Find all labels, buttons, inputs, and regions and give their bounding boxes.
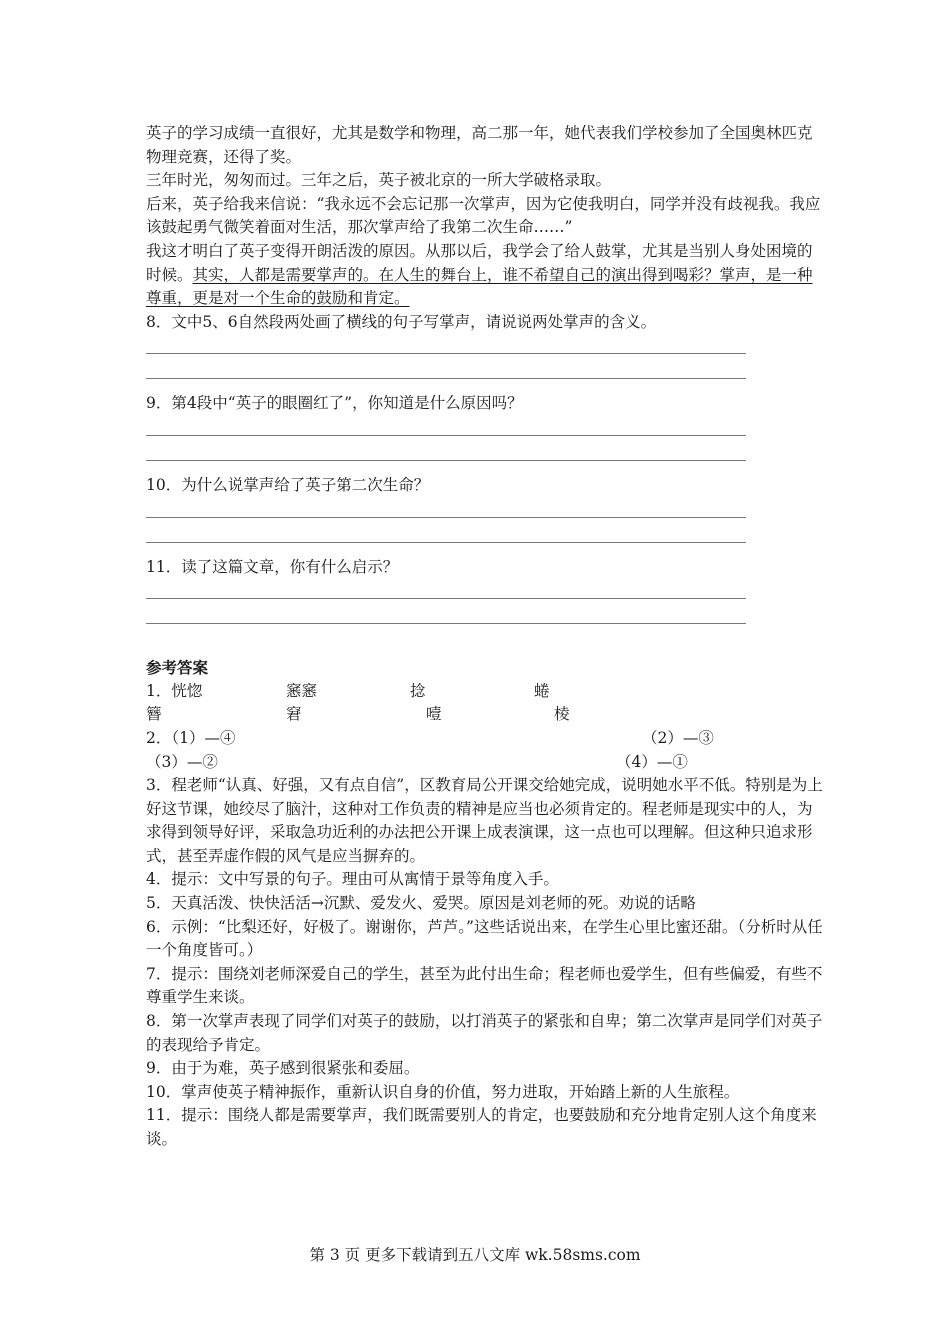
question-text: 11．读了这篇文章，你有什么启示？ (146, 557, 399, 576)
answer-match: 2．（1）—④ (146, 728, 236, 747)
passage-paragraph: 后来，英子给我来信说：“我永远不会忘记那一次掌声，因为它使我明白，同学并没有歧视我。我应该鼓起勇气微笑着面对生活，那次掌声给了我第二次生命……” (146, 194, 821, 237)
answer-word: 蜷 (534, 681, 550, 700)
answer-line (146, 598, 746, 599)
question-9 (146, 392, 826, 474)
question-8 (146, 311, 826, 393)
answer-line (146, 435, 746, 436)
answer-2-row (146, 751, 826, 775)
answer-line (146, 353, 746, 354)
answer-word: 噎 (426, 705, 442, 724)
question-11 (146, 556, 826, 625)
answer-11: 11．提示：围绕人都是需要掌声，我们既需要别人的肯定，也要鼓励和充分地肯定别人这个角度来谈。 (146, 1106, 817, 1148)
answer-line (146, 517, 746, 518)
underlined-sentence: 其实，人都是需要掌声的。在人生的舞台上，谁不希望自己的演出得到喝彩？掌声，是一种尊重，更是对一个生命的鼓励和肯定。 (146, 265, 813, 308)
answer-10: 10．掌声使英子精神振作，重新认识自身的价值，努力进取，开始踏上新的人生旅程。 (146, 1082, 740, 1101)
answer-match: （2）—③ (642, 728, 714, 747)
page-footer: 第 3 页 更多下载请到五八文库 wk.58sms.com (309, 1246, 641, 1264)
answer-9: 9．由于为难，英子感到很紧张和委屈。 (146, 1059, 420, 1078)
answer-7: 7．提示：围绕刘老师深爱自己的学生，甚至为此付出生命；程老师也爱学生，但有些偏爱，有些不尊重学生来谈。 (146, 964, 823, 1007)
document-page (146, 122, 826, 1152)
question-text: 9．第4段中“英子的眼圈红了”，你知道是什么原因吗？ (146, 394, 523, 413)
question-text: 8．文中5、6自然段两处画了横线的句子写掌声，请说说两处掌声的含义。 (146, 312, 657, 331)
answer-1-row (146, 680, 826, 704)
answer-word: 1．恍惚 (146, 681, 203, 700)
passage-paragraph (146, 240, 826, 311)
answer-8: 8．第一次掌声表现了同学们对英子的鼓励，以打消英子的紧张和自卑；第二次掌声是同学们对英子的表现给予肯定。 (146, 1012, 823, 1054)
answer-match: （4）—① (616, 752, 688, 771)
passage-text: 我这才明白了英子变得开朗活泼的原因。从那以后，我学会了给人鼓掌，尤其是当别人身处困境的时候。 (146, 241, 813, 284)
passage-paragraph: 三年时光，匆匆而过。三年之后，英子被北京的一所大学破格录取。 (146, 171, 612, 190)
passage-paragraph: 英子的学习成绩一直很好，尤其是数学和物理，高二那一年，她代表我们学校参加了全国奥林匹克物理竞赛，还得了奖。 (146, 124, 813, 166)
answer-word: 捻 (410, 681, 426, 700)
answer-3: 3．程老师“认真、好强，又有点自信”，区教育局公开课交给她完成，说明她水平不低。特别是为上好这节课，她绞尽了脑汁，这种对工作负责的精神是应当也必须肯定的。程老师是现实中的人，为求得到领导好评，采取急功近利的办法把公开课上成表演课，这一点也可以理解。但这种只追求形式，甚至弄虚作假的风气是应当摒弃的。 (146, 776, 823, 865)
answer-2-row (146, 727, 826, 751)
answer-word: 棱 (554, 705, 570, 724)
answer-1-row (146, 703, 826, 727)
answer-match: （3）—② (146, 752, 218, 771)
answer-5: 5．天真活泼、快快活活→沉默、爱发火、爱哭。原因是刘老师的死。劝说的话略 (146, 894, 696, 913)
answers-heading: 参考答案 (146, 658, 209, 678)
answer-word: 窘 (286, 705, 302, 724)
answer-4: 4．提示：文中写景的句子。理由可从寓情于景等角度入手。 (146, 870, 559, 889)
answer-word: 窸窸 (286, 681, 318, 700)
answer-6: 6．示例：“比梨还好，好极了。谢谢你，芦芦。”这些话说出来，在学生心里比蜜还甜。（分析时从任一个角度皆可。） (146, 917, 823, 960)
answer-word: 簪 (146, 705, 162, 724)
question-10 (146, 474, 826, 556)
question-text: 10．为什么说掌声给了英子第二次生命？ (146, 475, 430, 494)
